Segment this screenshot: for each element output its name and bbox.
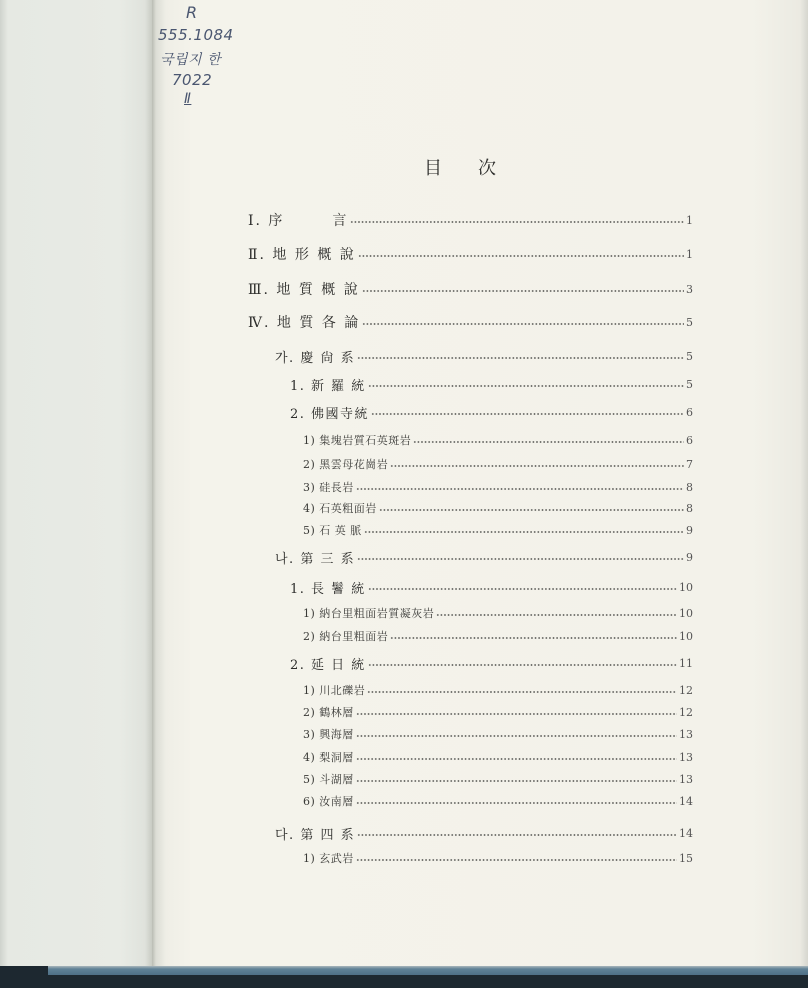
toc-entry-label: 나. 第 三 系 [275, 551, 356, 567]
toc-entry-page: 10 [679, 606, 693, 620]
toc-entry-page: 1 [686, 213, 693, 227]
toc-entry-label: 다. 第 四 系 [275, 827, 356, 843]
toc-entry [303, 724, 693, 744]
toc-entry [275, 346, 693, 366]
toc-entry-label: 가. 慶 尙 系 [275, 350, 356, 366]
handwritten-note: 555.1084 [158, 26, 234, 44]
toc-entry-page: 12 [679, 705, 693, 719]
toc-entry-page: 13 [679, 727, 693, 741]
toc-entry [248, 312, 693, 332]
toc-entry [303, 603, 693, 623]
toc-entry-page: 5 [686, 377, 693, 391]
handwritten-note: 국립지 한 [160, 52, 222, 68]
dot-leader [379, 509, 684, 511]
dot-leader [356, 488, 684, 490]
toc-entry [290, 577, 693, 597]
toc-entry [303, 626, 693, 646]
toc-entry-label: 5) 斗湖層 [303, 773, 354, 786]
toc-entry-label: Ⅲ. 地 質 概 說 [248, 282, 360, 298]
toc-entry-page: 7 [686, 457, 693, 471]
dot-leader [368, 385, 684, 387]
dot-leader [364, 531, 684, 533]
toc-entry [248, 279, 693, 299]
toc-entry-label: 1) 川北礫岩 [303, 684, 366, 697]
handwritten-note: 7022 [172, 71, 213, 89]
toc-entry [303, 680, 693, 700]
dot-leader [356, 758, 677, 760]
toc-entry-page: 11 [679, 656, 693, 670]
toc-entry-page: 13 [679, 750, 693, 764]
toc-entry-page: 1 [686, 247, 693, 261]
left-page [0, 0, 152, 966]
toc-entry-page: 3 [686, 282, 693, 296]
toc-entry-page: 6 [686, 433, 693, 447]
toc-entry-label: 1. 新 羅 統 [290, 378, 366, 394]
toc-entry-label: 1. 長 鬐 統 [290, 581, 366, 597]
toc-entry-label: 1) 納台里粗面岩質凝灰岩 [303, 607, 435, 620]
toc-entry-page: 10 [679, 580, 693, 594]
toc-entry-label: 2) 納台里粗面岩 [303, 630, 389, 643]
handwritten-note: R [186, 3, 198, 22]
toc-entry-label: Ⅰ. 序 言 [248, 213, 349, 229]
toc-entry [303, 848, 693, 868]
toc-entry-label: 1) 集塊岩質石英斑岩 [303, 434, 412, 447]
toc-entry-page: 9 [686, 550, 693, 564]
page-title: 目 次 [424, 158, 505, 179]
dot-leader [356, 780, 677, 782]
toc-entry [248, 244, 693, 264]
handwritten-note: Ⅱ [184, 91, 192, 107]
toc-entry-label: 4) 梨洞層 [303, 751, 354, 764]
toc-entry-label: 3) 硅長岩 [303, 481, 354, 494]
toc-entry-label: Ⅱ. 地 形 概 說 [248, 247, 356, 263]
toc-entry-page: 5 [686, 349, 693, 363]
dot-leader [390, 465, 684, 467]
dot-leader [356, 713, 677, 715]
dot-leader [357, 834, 677, 836]
dot-leader [436, 614, 677, 616]
toc-entry [303, 430, 693, 450]
toc-entry [303, 520, 693, 540]
dot-leader [357, 558, 684, 560]
toc-entry-page: 12 [679, 683, 693, 697]
toc-entry [275, 547, 693, 567]
toc-entry [303, 747, 693, 767]
toc-entry-page: 14 [679, 826, 693, 840]
toc-entry-label: 2. 佛國寺統 [290, 406, 370, 422]
dot-leader [350, 221, 684, 223]
toc-entry-label: 2) 黑雲母花崗岩 [303, 458, 389, 471]
dot-leader [362, 323, 684, 325]
dot-leader [390, 637, 677, 639]
toc-entry-page: 9 [686, 523, 693, 537]
toc-entry-page: 5 [686, 315, 693, 329]
dot-leader [367, 691, 677, 693]
dot-leader [356, 859, 677, 861]
toc-entry-page: 8 [686, 501, 693, 515]
binding-edge [48, 966, 808, 975]
dot-leader [368, 588, 677, 590]
toc-entry [275, 823, 693, 843]
toc-entry [303, 454, 693, 474]
toc-entry-label: 2. 延 日 統 [290, 657, 366, 673]
dot-leader [358, 255, 684, 257]
toc-entry-page: 15 [679, 851, 693, 865]
toc-entry [303, 477, 693, 497]
toc-entry [290, 653, 693, 673]
toc-entry [303, 769, 693, 789]
toc-entry-page: 14 [679, 794, 693, 808]
toc-entry-page: 10 [679, 629, 693, 643]
toc-entry-label: Ⅳ. 地 質 各 論 [248, 315, 361, 331]
toc-entry [303, 498, 693, 518]
toc-entry-page: 6 [686, 405, 693, 419]
toc-entry-label: 5) 石 英 脈 [303, 524, 362, 537]
dot-leader [357, 357, 684, 359]
toc-entry-label: 3) 興海層 [303, 728, 354, 741]
toc-entry [248, 210, 693, 230]
toc-entry [303, 791, 693, 811]
dot-leader [356, 735, 677, 737]
toc-entry-page: 13 [679, 772, 693, 786]
toc-entry-label: 2) 鶴林層 [303, 706, 354, 719]
toc-entry [290, 402, 693, 422]
dot-leader [356, 802, 677, 804]
dot-leader [413, 441, 684, 443]
toc-entry-label: 6) 汝南層 [303, 795, 354, 808]
dot-leader [371, 413, 684, 415]
dot-leader [362, 290, 684, 292]
toc-entry [290, 374, 693, 394]
toc-entry-page: 8 [686, 480, 693, 494]
toc-entry-label: 4) 石英粗面岩 [303, 502, 377, 515]
toc-entry [303, 702, 693, 722]
dot-leader [368, 664, 677, 666]
toc-entry-label: 1) 玄武岩 [303, 852, 354, 865]
